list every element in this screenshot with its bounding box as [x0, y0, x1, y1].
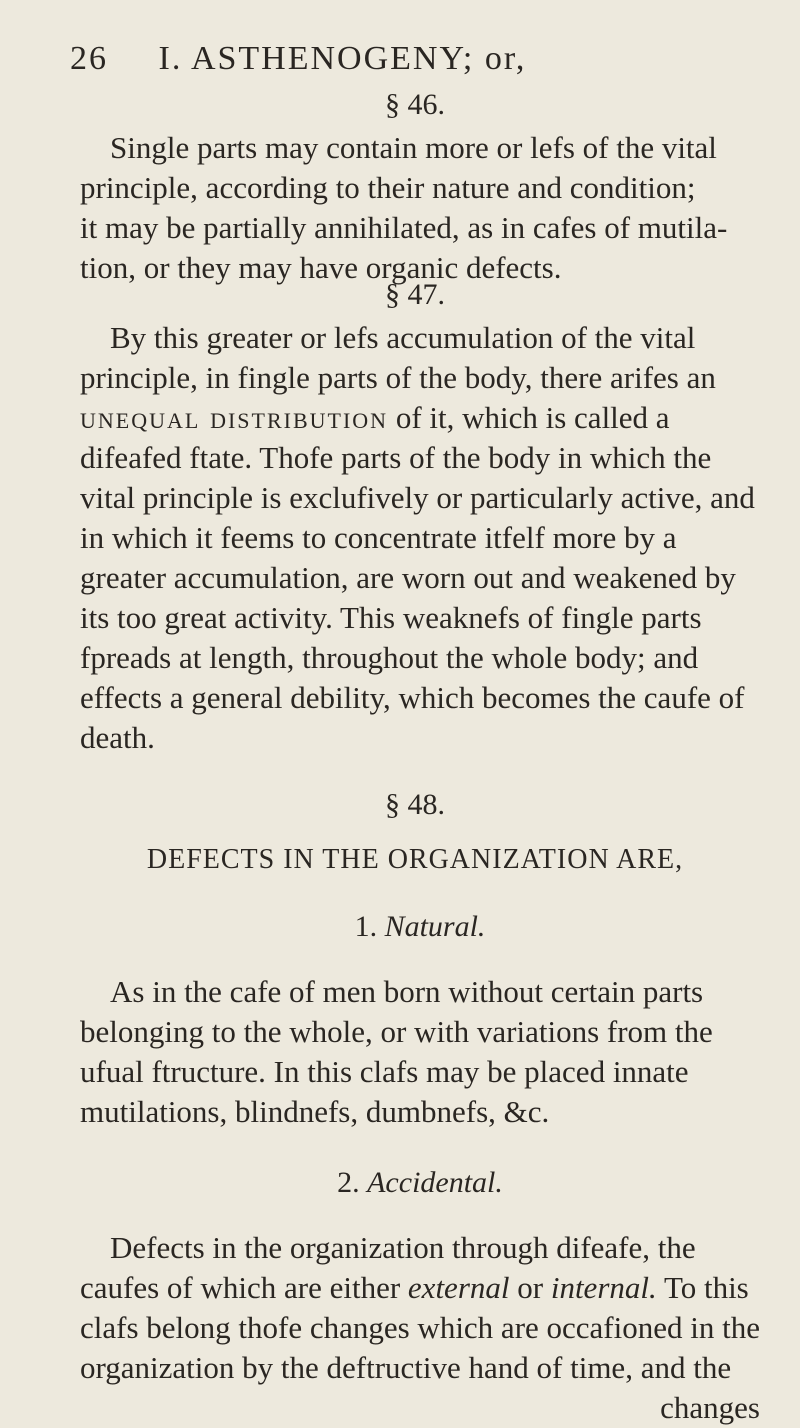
- paragraph-47: [80, 318, 770, 758]
- text-line: As in the cafe of men born without certain parts: [110, 974, 704, 1009]
- term-unequal-distribution: unequal distribution: [80, 400, 389, 435]
- text-line: mutilations, blindnefs, dumbnefs, &c.: [80, 1094, 550, 1129]
- section-number-47: § 47.: [385, 278, 445, 311]
- text-line: its too great activity. This weaknefs of fingle parts: [80, 600, 702, 635]
- text-line: principle, according to their nature and condition;: [80, 170, 696, 205]
- term-internal: internal.: [550, 1270, 657, 1305]
- page-number: 26: [70, 40, 108, 77]
- text-line: death.: [80, 720, 155, 755]
- text-line: difeafed ftate. Thofe parts of the body in which the: [80, 440, 712, 475]
- subheading-accidental: 2. Accidental.: [337, 1166, 503, 1199]
- text-line: By this greater or lefs accumulation of the vital: [110, 320, 696, 355]
- text-line: greater accumulation, are worn out and weakened by: [80, 560, 736, 595]
- text-line: clafs belong thofe changes which are occafioned in the: [80, 1310, 760, 1345]
- paragraph-accidental: [80, 1228, 770, 1428]
- text-line: vital principle is exclufively or particularly active, and: [80, 480, 755, 515]
- text-line: Defects in the organization through difeafe, the: [110, 1230, 696, 1265]
- text-line: fpreads at length, throughout the whole body; and: [80, 640, 699, 675]
- text-line: it may be partially annihilated, as in cafes of mutila-: [80, 210, 728, 245]
- paragraph-natural: [80, 972, 770, 1132]
- text-line: in which it feems to concentrate itfelf more by a: [80, 520, 677, 555]
- text-line: Single parts may contain more or lefs of the vital: [110, 130, 717, 165]
- text-line: principle, in fingle parts of the body, there arifes an: [80, 360, 716, 395]
- subheading-natural: 1. Natural.: [354, 910, 486, 943]
- section-number-46: § 46.: [385, 88, 445, 121]
- text-line: caufes of which are either external or internal. To this: [80, 1270, 749, 1305]
- term-external: external: [407, 1270, 510, 1305]
- running-header: [70, 40, 760, 78]
- catchword: changes: [660, 1390, 760, 1425]
- section-heading: DEFECTS IN THE ORGANIZATION ARE,: [146, 844, 684, 875]
- text-line: tion, or they may have organic defects.: [80, 250, 562, 285]
- text-line: unequal distribution of it, which is called a: [80, 400, 670, 435]
- paragraph-46: [80, 128, 770, 288]
- text-line: belonging to the whole, or with variations from the: [80, 1014, 713, 1049]
- text-line: effects a general debility, which becomes the caufe of: [80, 680, 745, 715]
- text-line: organization by the deftructive hand of time, and the: [80, 1350, 732, 1385]
- section-number-48: § 48.: [385, 788, 445, 821]
- running-title: I. ASTHENOGENY; or,: [158, 40, 527, 77]
- text-line: ufual ftructure. In this clafs may be placed innate: [80, 1054, 689, 1089]
